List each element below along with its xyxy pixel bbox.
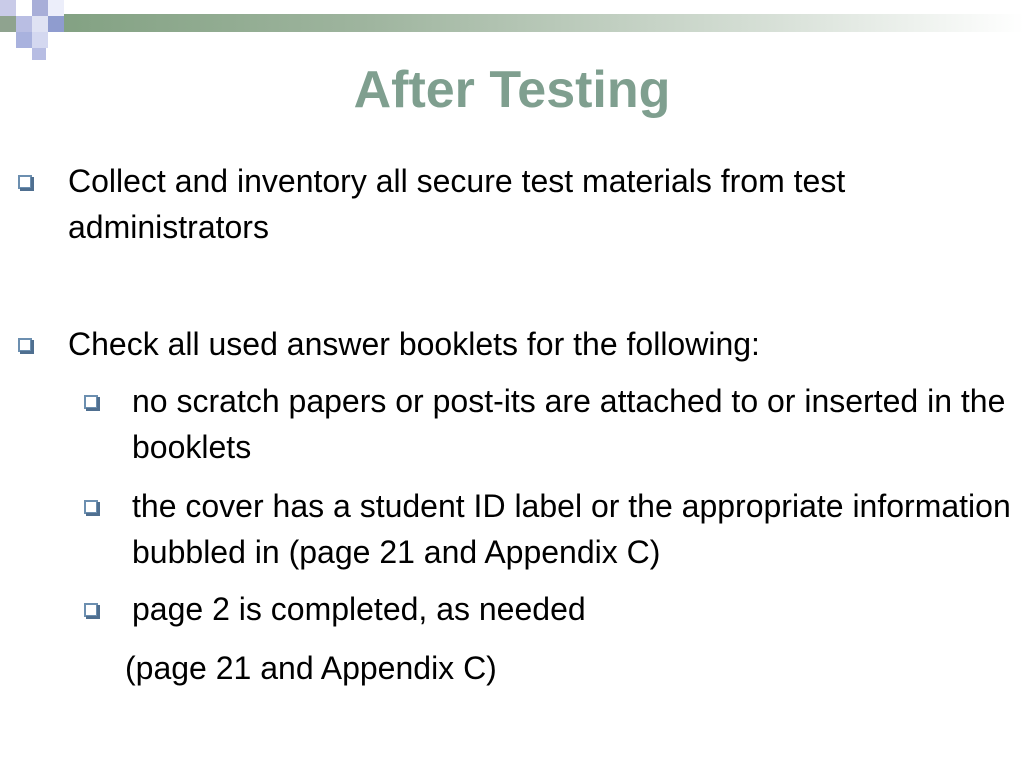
decorative-square [16, 16, 32, 32]
hollow-square-bullet-icon [84, 603, 98, 617]
subbullet-text: no scratch papers or post-its are attached to or inserted in the booklets [132, 383, 1006, 465]
subbullet-item-cover-student-id [84, 490, 1024, 575]
bullet-item-collect-inventory [18, 165, 1008, 250]
decorative-square [48, 16, 64, 32]
decorative-square [32, 16, 48, 32]
hollow-square-bullet-icon [84, 500, 98, 514]
subbullet-item-no-scratch-papers [84, 385, 1024, 470]
bullet-item-check-booklets [18, 328, 1008, 367]
hollow-square-bullet-icon [84, 395, 98, 409]
slide-title: After Testing [353, 61, 671, 119]
decorative-square [32, 0, 48, 16]
decorative-square [16, 32, 32, 48]
page-reference-note: (page 21 and Appendix C) [125, 650, 497, 686]
decorative-square [48, 0, 64, 16]
subbullet-text: the cover has a student ID label or the appropriate information bubbled in (page 21 and Appendix C) [132, 488, 1011, 570]
subbullet-text: page 2 is completed, as needed [132, 591, 586, 627]
subbullet-item-page-2-completed [84, 593, 1024, 632]
hollow-square-bullet-icon [18, 338, 32, 352]
decorative-square [0, 16, 16, 32]
decorative-square [0, 0, 16, 16]
bullet-text: Check all used answer booklets for the following: [68, 326, 760, 362]
header-gradient-band [20, 14, 1024, 32]
bullet-text: Collect and inventory all secure test materials from test administrators [68, 163, 846, 245]
hollow-square-bullet-icon [18, 175, 32, 189]
decorative-square [16, 0, 32, 16]
decorative-square [32, 32, 48, 48]
